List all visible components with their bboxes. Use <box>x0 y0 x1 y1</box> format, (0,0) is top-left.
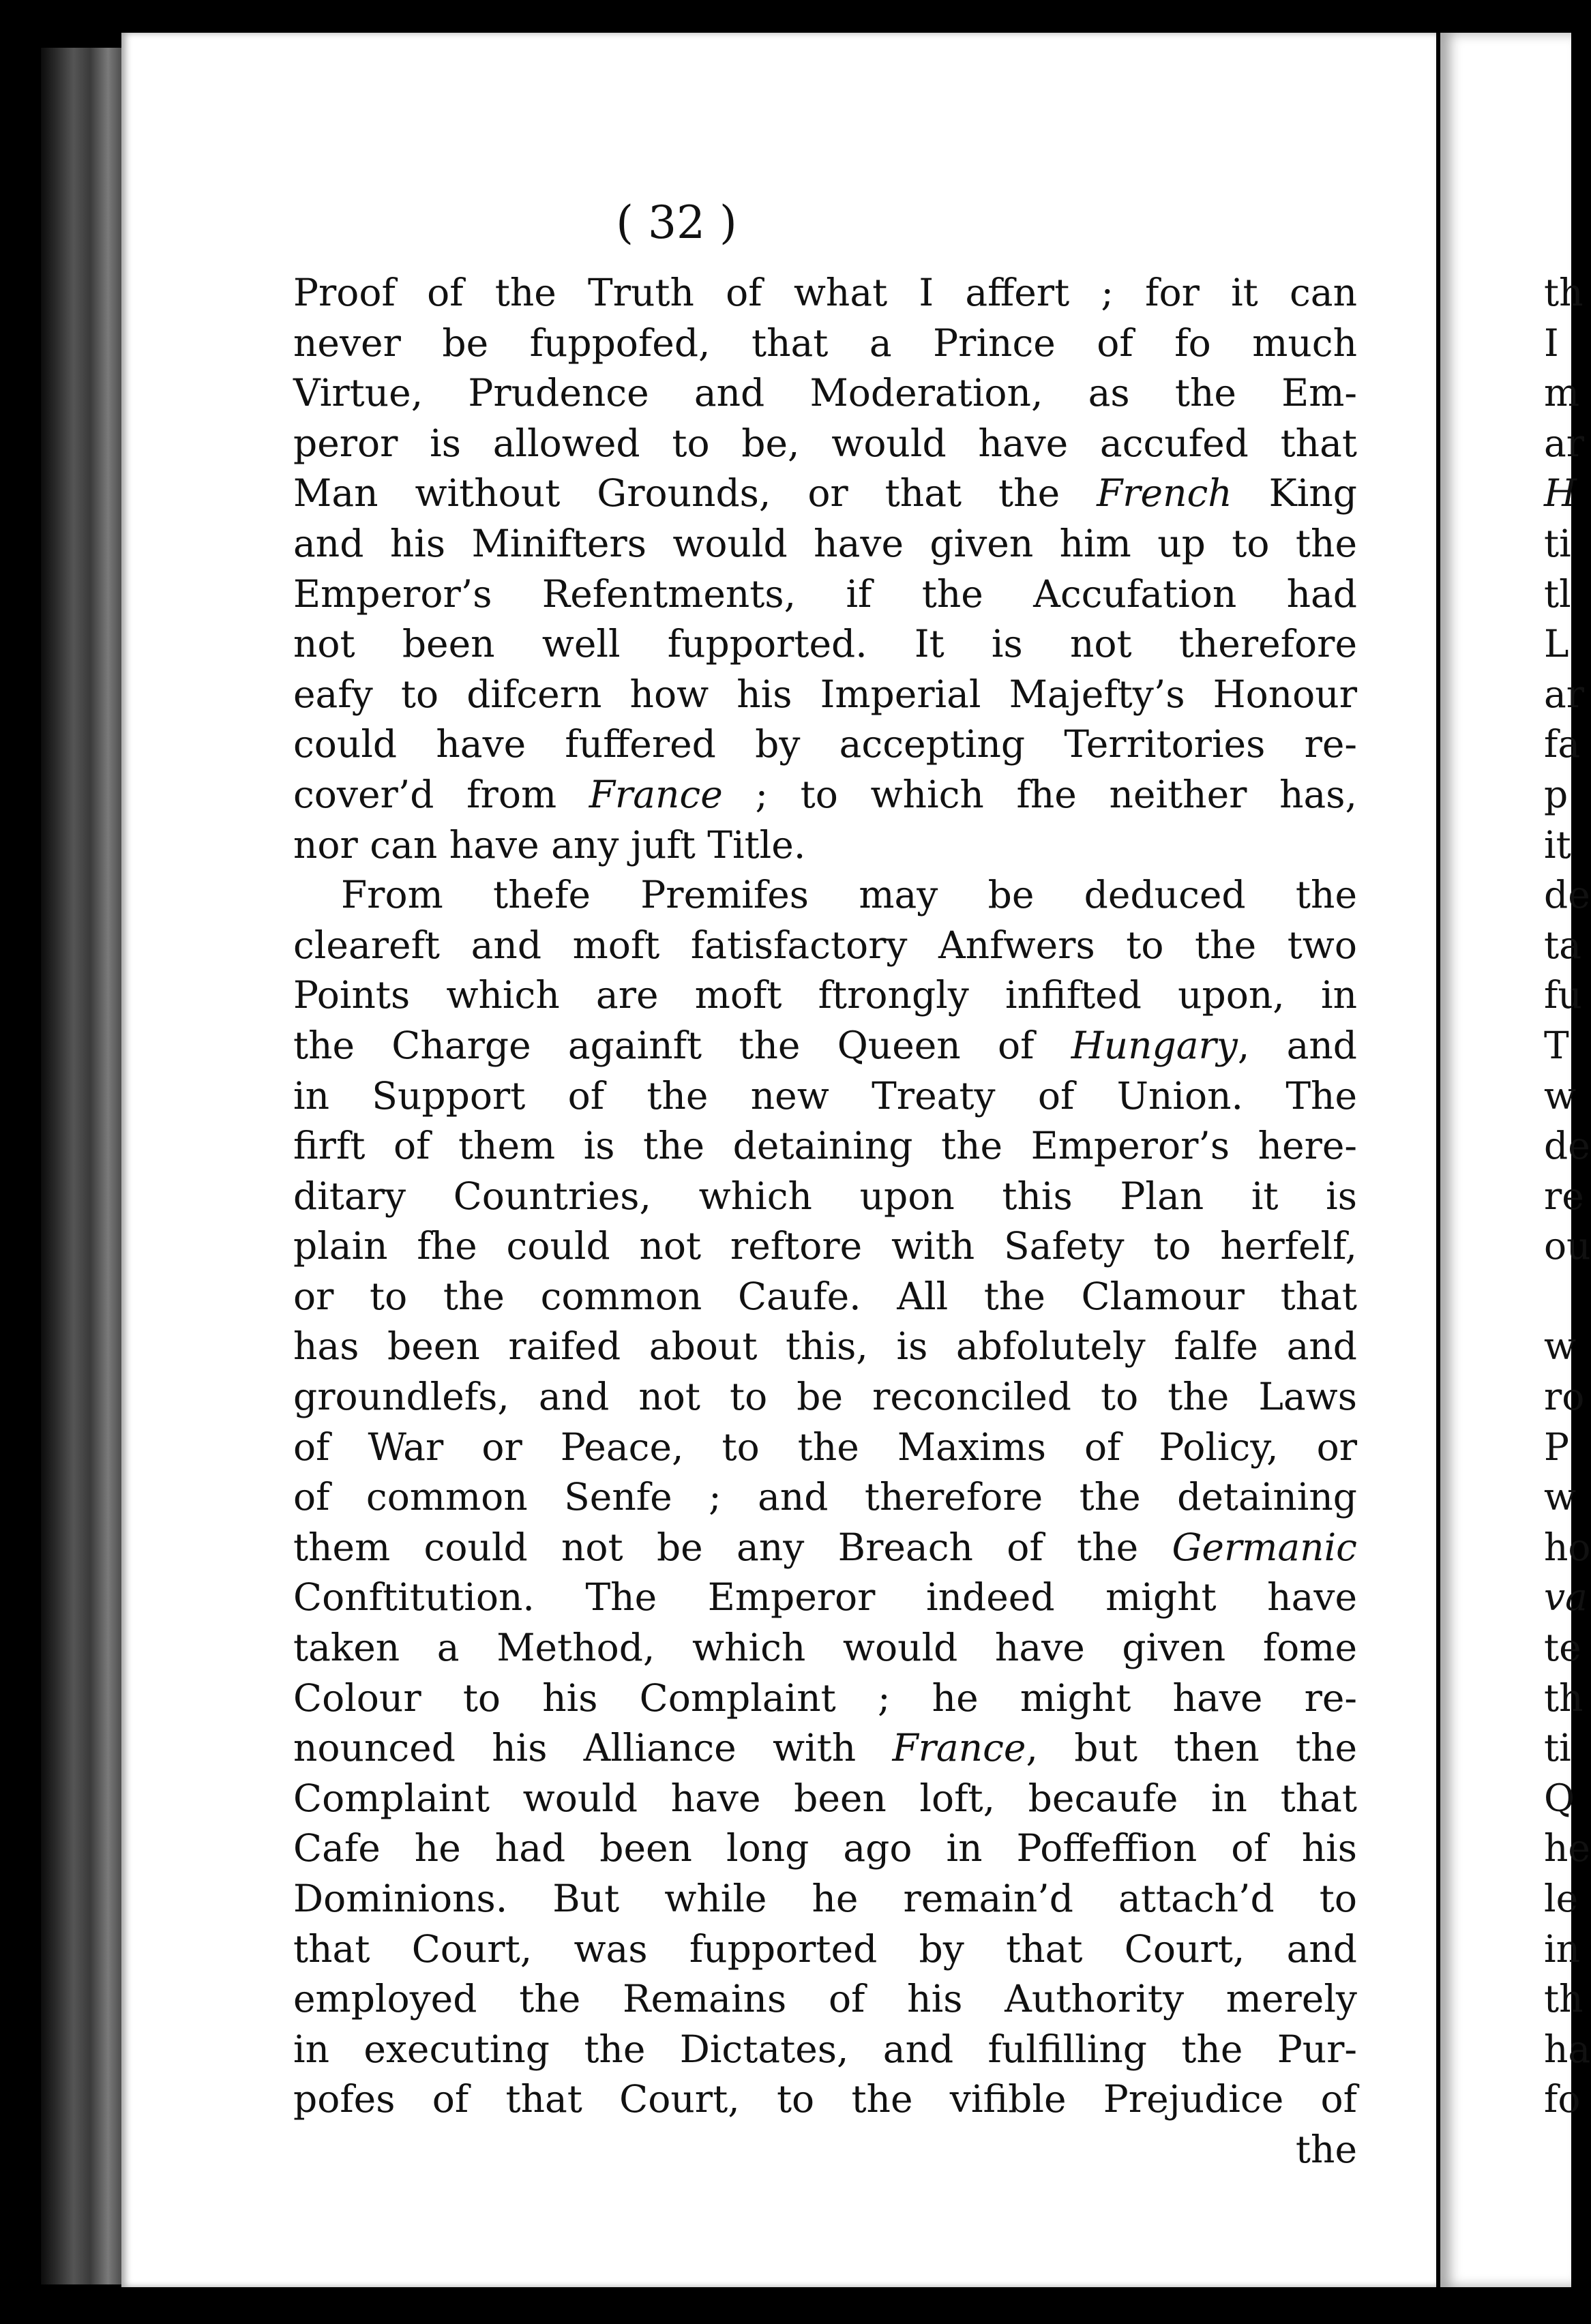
text-line <box>293 770 1357 820</box>
text-line <box>293 1021 1357 1071</box>
text-line <box>293 468 1357 519</box>
facing-page-fragment: ar <box>1544 672 1585 716</box>
facing-page-fragment: H <box>1544 471 1577 516</box>
text-line: that Court, was fupported by that Court, and <box>293 1926 1357 1971</box>
italic-text-run: France <box>589 772 723 816</box>
text-line: groundlefs, and not to be reconciled to the Laws <box>293 1375 1357 1419</box>
facing-page-fragment: th <box>1544 1675 1583 1720</box>
text-line: Proof of the Truth of what I affert ; for it can <box>293 271 1357 314</box>
facing-page-fragment: le <box>1544 1877 1579 1920</box>
text-line: taken a Method, which would have given fome <box>293 1626 1357 1670</box>
text-line: of common Senfe ; and therefore the detaining <box>293 1475 1357 1519</box>
text-line <box>293 1723 1357 1774</box>
italic-text-run: French <box>1097 471 1232 516</box>
facing-page-fragment: Q <box>1544 1776 1575 1820</box>
text-run: nounced his Alliance with <box>293 1726 893 1770</box>
text-run: the Charge againft the Queen of <box>293 1023 1071 1067</box>
facing-page-fragment <box>1440 1272 1571 1322</box>
facing-page-fragment: re <box>1544 1174 1584 1218</box>
text-line: could have fuffered by accepting Territories re- <box>293 722 1357 766</box>
catchword: the <box>1295 2127 1357 2171</box>
facing-page-fragments <box>1440 268 1591 2125</box>
facing-page-fragment: fu <box>1544 973 1582 1017</box>
facing-page-fragment: ro <box>1544 1375 1585 1419</box>
text-line: never be fuppofed, that a Prince of fo much <box>293 321 1357 365</box>
text-line: plain fhe could not reftore with Safety to herfelf, <box>293 1224 1357 1268</box>
text-line: From thefe Premifes may be deduced the <box>341 873 1357 917</box>
text-line: in executing the Dictates, and fulfilling the Pur- <box>293 2027 1357 2071</box>
facing-page-fragment: ti <box>1544 1726 1571 1770</box>
text-run: cover’d from <box>293 772 589 816</box>
facing-page-fragment: I <box>1544 321 1559 365</box>
text-line: pofes of that Court, to the vifible Prejudice of <box>293 2077 1357 2121</box>
facing-page-fragment: de <box>1544 1124 1590 1168</box>
facing-page-fragment: P <box>1544 1425 1570 1469</box>
italic-text-run: France <box>892 1726 1026 1770</box>
text-line: Complaint would have been loft, becaufe in that <box>293 1776 1357 1820</box>
facing-page-fragment: th <box>1544 271 1583 314</box>
text-line: and his Minifters would have given him up to the <box>293 521 1357 565</box>
text-line: eafy to difcern how his Imperial Majefty’s Honour <box>293 672 1357 716</box>
text-line: peror is allowed to be, would have accufed that <box>293 421 1357 465</box>
text-line: in Support of the new Treaty of Union. The <box>293 1073 1357 1118</box>
facing-page-fragment: w <box>1544 1073 1577 1118</box>
facing-page-fragment: p <box>1544 772 1568 816</box>
facing-page-fragment: de <box>1544 873 1590 917</box>
text-line: Emperor’s Refentments, if the Accufation had <box>293 571 1357 616</box>
text-line: or to the common Caufe. All the Clamour that <box>293 1274 1357 1318</box>
facing-page-fragment: ou <box>1544 1224 1591 1268</box>
facing-page-fragment: T <box>1544 1023 1569 1067</box>
facing-page-edge <box>1440 33 1591 2287</box>
text-line: not been well fupported. It is not therefore <box>293 622 1357 666</box>
text-line: Virtue, Prudence and Moderation, as the Em- <box>293 371 1357 415</box>
facing-page-fragment: ar <box>1544 421 1585 465</box>
text-line: ditary Countries, which upon this Plan it is <box>293 1174 1357 1218</box>
facing-page-fragment: te <box>1544 1626 1581 1670</box>
facing-page-fragment: ha <box>1544 2027 1591 2071</box>
text-run: King <box>1232 471 1357 516</box>
facing-page-fragment: he <box>1544 1826 1590 1871</box>
facing-page-fragment: it <box>1544 822 1571 867</box>
facing-page-fragment: fa <box>1544 722 1581 766</box>
text-line: firft of them is the detaining the Emperor’s here- <box>293 1124 1357 1168</box>
text-line: Cafe he had been long ago in Poffeffion of his <box>293 1826 1357 1871</box>
text-line <box>293 1523 1357 1573</box>
facing-page-fragment: L <box>1544 622 1569 666</box>
facing-page-fragment: m <box>1544 371 1580 415</box>
facing-page-fragment: th <box>1544 1977 1583 2021</box>
text-line: employed the Remains of his Authority merely <box>293 1977 1357 2021</box>
facing-page-fragment: w <box>1544 1475 1577 1519</box>
italic-text-run: Germanic <box>1172 1525 1357 1569</box>
text-run: Man without Grounds, or that the <box>293 471 1097 516</box>
facing-page-fragment: tl <box>1544 571 1571 616</box>
italic-text-run: Hungary <box>1071 1023 1238 1067</box>
facing-page-fragment: ho <box>1544 1525 1591 1569</box>
facing-page-fragment: w <box>1544 1324 1577 1369</box>
facing-page-fragment: va <box>1544 1575 1588 1620</box>
text-line: Dominions. But while he remain’d attach’d to <box>293 1877 1357 1920</box>
facing-page-fragment: fo <box>1544 2077 1581 2121</box>
text-line: Colour to his Complaint ; he might have re- <box>293 1675 1357 1720</box>
text-line: Conftitution. The Emperor indeed might have <box>293 1575 1357 1620</box>
text-line: has been raifed about this, is abfolutely falfe and <box>293 1324 1357 1369</box>
facing-page-fragment: ta <box>1544 923 1581 967</box>
text-run: , but then the <box>1026 1726 1358 1770</box>
text-line: nor can have any juft Title. <box>293 822 806 867</box>
text-run: ; to which fhe neither has, <box>722 772 1357 816</box>
page-number: ( 32 ) <box>616 196 737 249</box>
text-run: , and <box>1237 1023 1358 1067</box>
text-line: of War or Peace, to the Maxims of Policy, or <box>293 1425 1357 1469</box>
left-page <box>121 33 1436 2287</box>
facing-page-fragment: in <box>1544 1926 1581 1971</box>
binding-gutter <box>41 48 123 2284</box>
facing-page-fragment: ti <box>1544 521 1571 565</box>
body-text <box>293 268 1357 2175</box>
text-line: Points which are moft ftrongly infifted upon, in <box>293 973 1357 1017</box>
text-run: them could not be any Breach of the <box>293 1525 1172 1569</box>
text-line: cleareft and moft fatisfactory Anfwers to the two <box>293 923 1357 967</box>
